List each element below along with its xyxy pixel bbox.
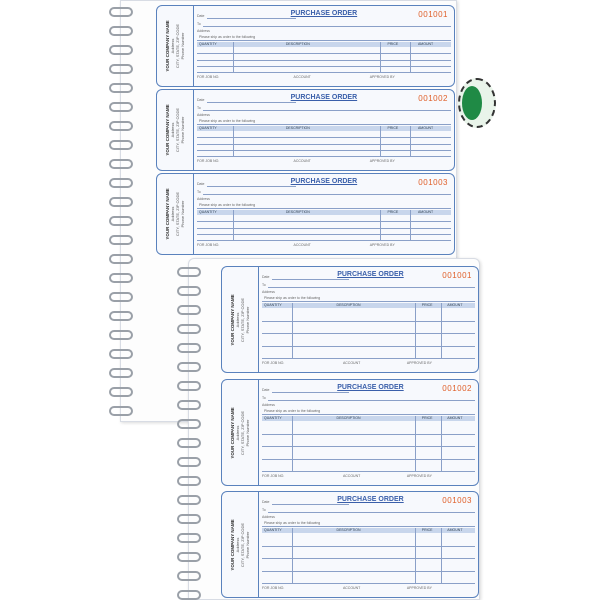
rule-line xyxy=(262,434,475,435)
to-label: To xyxy=(197,22,201,26)
to-label: To xyxy=(262,508,266,512)
purchase-order-form xyxy=(156,173,455,255)
spiral-ring xyxy=(177,343,201,353)
company-city: CITY, STATE, ZIP CODE xyxy=(175,107,180,153)
col-price: PRICE xyxy=(421,303,433,307)
green-seal-sticker xyxy=(458,78,496,128)
rule-line xyxy=(262,333,475,334)
account-label: ACCOUNT xyxy=(342,474,361,478)
purchase-order-form xyxy=(221,266,479,373)
approved-label: APPROVED BY xyxy=(406,361,432,365)
company-stub xyxy=(222,267,259,372)
column-divider xyxy=(292,416,293,471)
company-name: YOUR COMPANY NAME xyxy=(165,104,170,156)
spiral-ring xyxy=(177,381,201,391)
column-divider xyxy=(441,303,442,358)
company-phone: Phone Number xyxy=(180,116,185,144)
address-label: Address xyxy=(262,290,275,294)
company-city: CITY, STATE, ZIP CODE xyxy=(240,297,245,342)
company-info xyxy=(230,519,250,570)
approved-label: APPROVED BY xyxy=(406,474,432,478)
items-header xyxy=(197,210,451,215)
company-phone: Phone Number xyxy=(245,531,250,558)
spiral-ring xyxy=(109,292,133,302)
items-header xyxy=(262,528,475,533)
column-divider xyxy=(233,42,234,72)
spiral-ring xyxy=(177,286,201,296)
rule-line xyxy=(262,414,475,415)
rule-line xyxy=(197,40,451,41)
account-label: ACCOUNT xyxy=(293,75,311,79)
items-header xyxy=(197,42,451,47)
address-label: Address xyxy=(262,515,275,519)
col-quantity: QUANTITY xyxy=(264,416,282,420)
rule-line xyxy=(262,358,475,359)
spiral-ring xyxy=(177,495,201,505)
order-number: 001003 xyxy=(442,496,472,505)
address-label: Address xyxy=(197,113,210,117)
rule-line xyxy=(207,18,296,19)
company-name: YOUR COMPANY NAME xyxy=(165,20,170,72)
rule-line xyxy=(197,137,451,138)
column-divider xyxy=(410,210,411,240)
column-divider xyxy=(441,416,442,471)
date-label: Date xyxy=(197,14,205,18)
approved-label: APPROVED BY xyxy=(369,75,395,79)
col-description: DESCRIPTION xyxy=(285,210,310,214)
order-number: 001003 xyxy=(418,178,448,187)
company-info xyxy=(165,104,185,155)
spiral-ring xyxy=(109,7,133,17)
ship-note: Please ship as order to the following xyxy=(199,119,256,123)
spiral-ring xyxy=(177,305,201,315)
spiral-ring xyxy=(177,514,201,524)
column-divider xyxy=(380,42,381,72)
items-header xyxy=(197,126,451,131)
company-name: YOUR COMPANY NAME xyxy=(230,293,235,346)
rule-line xyxy=(262,526,475,527)
col-amount: AMOUNT xyxy=(447,303,463,307)
company-phone: Phone Number xyxy=(180,200,185,228)
company-info xyxy=(230,407,250,458)
date-label: Date xyxy=(262,388,270,392)
column-divider xyxy=(415,416,416,471)
rule-line xyxy=(197,53,451,54)
spiral-ring xyxy=(177,457,201,467)
spiral-ring xyxy=(109,254,133,264)
company-address: Address xyxy=(235,425,240,440)
rule-line xyxy=(207,102,296,103)
form-title: PURCHASE ORDER xyxy=(337,496,404,503)
col-amount: AMOUNT xyxy=(447,416,463,420)
company-city: CITY, STATE, ZIP CODE xyxy=(175,23,180,69)
rule-line xyxy=(203,110,451,111)
purchase-order-form xyxy=(156,5,455,87)
company-phone: Phone Number xyxy=(245,419,250,446)
spiral-ring xyxy=(177,324,201,334)
spiral-ring xyxy=(177,267,201,277)
company-info xyxy=(165,188,185,239)
rule-line xyxy=(197,208,451,209)
date-label: Date xyxy=(262,275,270,279)
rule-line xyxy=(262,571,475,572)
rule-line xyxy=(197,144,451,145)
job-label: FOR JOB NO. xyxy=(197,75,220,79)
items-header xyxy=(262,416,475,421)
company-name: YOUR COMPANY NAME xyxy=(230,406,235,459)
purchase-order-form xyxy=(221,491,479,598)
job-label: FOR JOB NO. xyxy=(262,361,285,365)
rule-line xyxy=(268,400,475,401)
to-label: To xyxy=(262,283,266,287)
approved-label: APPROVED BY xyxy=(369,243,395,247)
company-city: CITY, STATE, ZIP CODE xyxy=(240,522,245,567)
rule-line xyxy=(262,471,475,472)
column-divider xyxy=(441,528,442,583)
col-quantity: QUANTITY xyxy=(199,42,217,46)
company-city: CITY, STATE, ZIP CODE xyxy=(175,191,180,237)
spiral-ring xyxy=(109,273,133,283)
rule-line xyxy=(203,26,451,27)
column-divider xyxy=(233,210,234,240)
ship-note: Please ship as order to the following xyxy=(199,203,256,207)
column-divider xyxy=(410,42,411,72)
rule-line xyxy=(262,346,475,347)
spiral-ring xyxy=(109,45,133,55)
account-label: ACCOUNT xyxy=(293,243,311,247)
col-price: PRICE xyxy=(387,42,399,46)
rule-line xyxy=(203,194,451,195)
rule-line xyxy=(197,240,451,241)
address-label: Address xyxy=(262,403,275,407)
col-price: PRICE xyxy=(421,416,433,420)
rule-line xyxy=(207,186,296,187)
spiral-ring xyxy=(177,438,201,448)
spiral-ring xyxy=(109,406,133,416)
col-price: PRICE xyxy=(387,126,399,130)
spiral-ring xyxy=(177,400,201,410)
purchase-order-form xyxy=(156,89,455,171)
col-description: DESCRIPTION xyxy=(336,303,361,307)
col-quantity: QUANTITY xyxy=(264,303,282,307)
account-label: ACCOUNT xyxy=(342,361,361,365)
company-stub xyxy=(157,174,194,254)
spiral-ring xyxy=(109,159,133,169)
company-name: YOUR COMPANY NAME xyxy=(230,518,235,571)
col-description: DESCRIPTION xyxy=(285,42,310,46)
spiral-ring xyxy=(177,362,201,372)
order-number: 001002 xyxy=(442,384,472,393)
column-divider xyxy=(292,528,293,583)
col-amount: AMOUNT xyxy=(417,42,434,46)
spiral-ring xyxy=(177,590,201,600)
order-number: 001001 xyxy=(442,271,472,280)
col-quantity: QUANTITY xyxy=(199,210,217,214)
date-label: Date xyxy=(262,500,270,504)
ship-note: Please ship as order to the following xyxy=(264,521,321,525)
account-label: ACCOUNT xyxy=(342,586,361,590)
company-stub xyxy=(222,492,259,597)
approved-label: APPROVED BY xyxy=(369,159,395,163)
col-amount: AMOUNT xyxy=(417,126,434,130)
rule-line xyxy=(262,583,475,584)
spiral-ring xyxy=(177,533,201,543)
order-number: 001002 xyxy=(418,94,448,103)
rule-line xyxy=(197,72,451,73)
rule-line xyxy=(262,446,475,447)
company-info xyxy=(165,20,185,71)
company-address: Address xyxy=(235,312,240,327)
form-title: PURCHASE ORDER xyxy=(290,10,358,17)
rule-line xyxy=(268,512,475,513)
spiral-ring xyxy=(177,419,201,429)
spiral-ring xyxy=(109,368,133,378)
rule-line xyxy=(197,234,451,235)
spiral-ring xyxy=(109,311,133,321)
spiral-ring xyxy=(109,140,133,150)
column-divider xyxy=(415,528,416,583)
spiral-ring xyxy=(177,552,201,562)
company-name: YOUR COMPANY NAME xyxy=(165,188,170,240)
rule-line xyxy=(197,124,451,125)
front-purchase-order-book xyxy=(188,258,480,600)
spiral-ring xyxy=(109,26,133,36)
spiral-ring xyxy=(177,571,201,581)
company-info xyxy=(230,294,250,345)
spiral-ring xyxy=(109,235,133,245)
rule-line xyxy=(197,221,451,222)
approved-label: APPROVED BY xyxy=(406,586,432,590)
job-label: FOR JOB NO. xyxy=(262,586,285,590)
purchase-order-form xyxy=(221,379,479,486)
rule-line xyxy=(197,228,451,229)
items-header xyxy=(262,303,475,308)
spiral-ring xyxy=(109,349,133,359)
spiral-ring xyxy=(109,330,133,340)
rule-line xyxy=(272,504,349,505)
column-divider xyxy=(233,126,234,156)
column-divider xyxy=(415,303,416,358)
col-quantity: QUANTITY xyxy=(199,126,217,130)
job-label: FOR JOB NO. xyxy=(197,159,220,163)
col-price: PRICE xyxy=(387,210,399,214)
col-description: DESCRIPTION xyxy=(285,126,310,130)
to-label: To xyxy=(262,396,266,400)
spiral-ring xyxy=(109,387,133,397)
address-label: Address xyxy=(197,197,210,201)
col-amount: AMOUNT xyxy=(447,528,463,532)
rule-line xyxy=(262,301,475,302)
rule-line xyxy=(272,279,349,280)
rule-line xyxy=(197,156,451,157)
column-divider xyxy=(292,303,293,358)
address-label: Address xyxy=(197,29,210,33)
ship-note: Please ship as order to the following xyxy=(199,35,256,39)
spiral-ring xyxy=(109,102,133,112)
date-label: Date xyxy=(197,98,205,102)
rule-line xyxy=(262,459,475,460)
company-stub xyxy=(222,380,259,485)
rule-line xyxy=(197,150,451,151)
rule-line xyxy=(262,558,475,559)
to-label: To xyxy=(197,106,201,110)
form-title: PURCHASE ORDER xyxy=(290,94,358,101)
col-amount: AMOUNT xyxy=(417,210,434,214)
col-price: PRICE xyxy=(421,528,433,532)
col-description: DESCRIPTION xyxy=(336,528,361,532)
rule-line xyxy=(262,321,475,322)
form-title: PURCHASE ORDER xyxy=(290,178,358,185)
company-phone: Phone Number xyxy=(245,306,250,333)
col-quantity: QUANTITY xyxy=(264,528,282,532)
column-divider xyxy=(410,126,411,156)
spiral-ring xyxy=(177,476,201,486)
spiral-ring xyxy=(109,197,133,207)
job-label: FOR JOB NO. xyxy=(197,243,220,247)
form-title: PURCHASE ORDER xyxy=(337,384,404,391)
column-divider xyxy=(380,126,381,156)
spiral-ring xyxy=(109,121,133,131)
rule-line xyxy=(197,60,451,61)
spiral-ring xyxy=(109,178,133,188)
rule-line xyxy=(262,546,475,547)
date-label: Date xyxy=(197,182,205,186)
job-label: FOR JOB NO. xyxy=(262,474,285,478)
company-phone: Phone Number xyxy=(180,32,185,60)
company-address: Address xyxy=(170,206,175,222)
col-description: DESCRIPTION xyxy=(336,416,361,420)
company-address: Address xyxy=(170,38,175,54)
account-label: ACCOUNT xyxy=(293,159,311,163)
company-address: Address xyxy=(235,537,240,552)
rule-line xyxy=(197,66,451,67)
column-divider xyxy=(380,210,381,240)
company-stub xyxy=(157,6,194,86)
company-city: CITY, STATE, ZIP CODE xyxy=(240,410,245,455)
ship-note: Please ship as order to the following xyxy=(264,296,321,300)
company-address: Address xyxy=(170,122,175,138)
to-label: To xyxy=(197,190,201,194)
spiral-ring xyxy=(109,216,133,226)
form-title: PURCHASE ORDER xyxy=(337,271,404,278)
spiral-ring xyxy=(109,64,133,74)
order-number: 001001 xyxy=(418,10,448,19)
spiral-ring xyxy=(109,83,133,93)
company-stub xyxy=(157,90,194,170)
rule-line xyxy=(272,392,349,393)
rule-line xyxy=(268,287,475,288)
ship-note: Please ship as order to the following xyxy=(264,409,321,413)
